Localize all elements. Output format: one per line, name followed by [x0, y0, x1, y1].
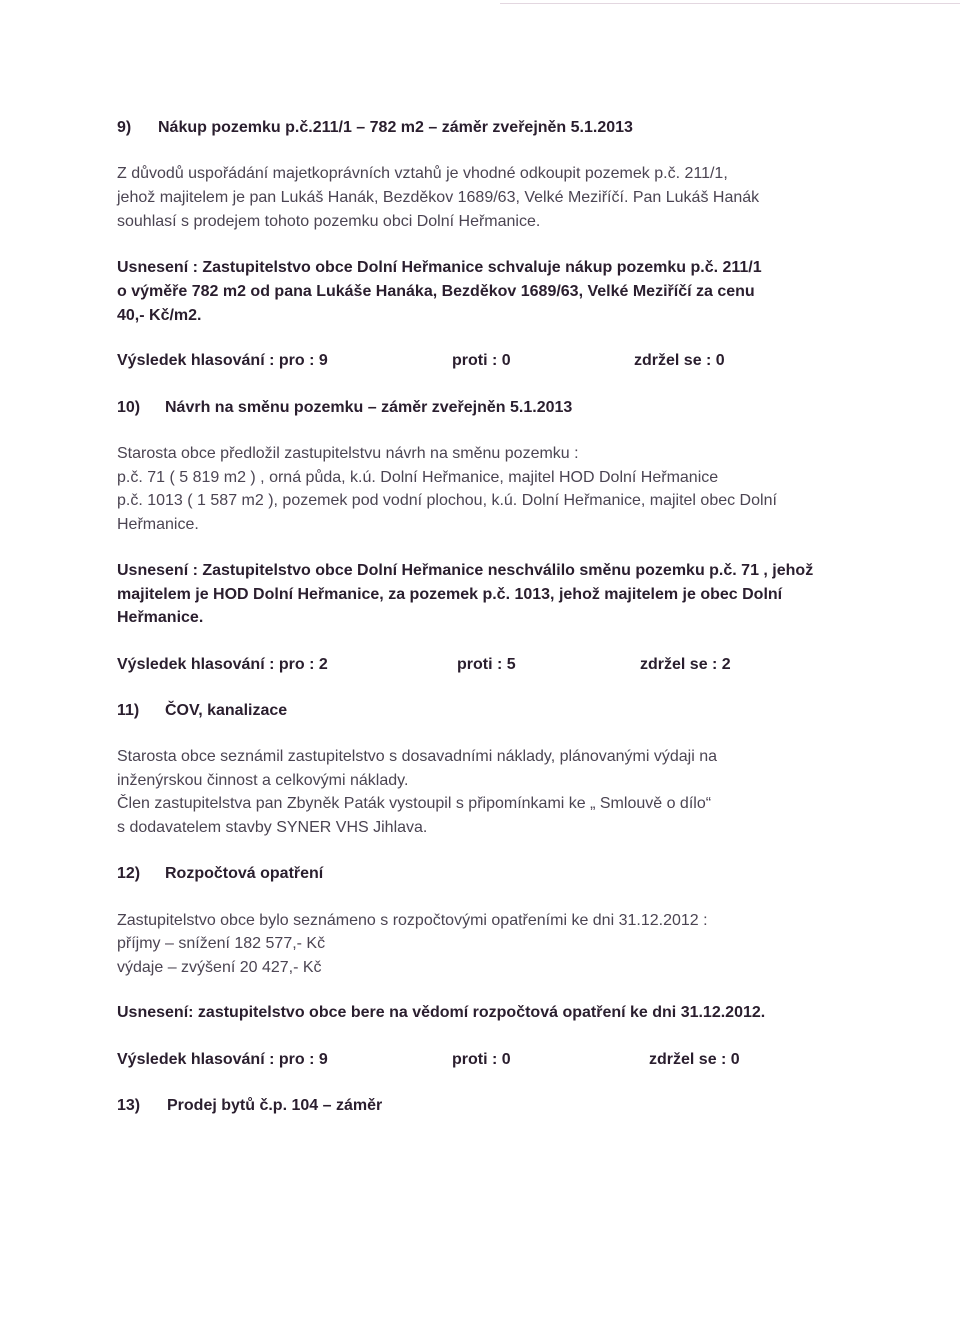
section-9-number: 9): [117, 119, 132, 136]
section-9-title: Nákup pozemku p.č.211/1 – 782 m2 – záměr zveřejněn 5.1.2013: [158, 119, 633, 136]
section-9-resolution-line-2: o výměře 782 m2 od pana Lukáše Hanáka, Bezděkov 1689/63, Velké Meziříčí za cenu: [117, 283, 755, 300]
section-10-paragraph-line-3: p.č. 1013 ( 1 587 m2 ), pozemek pod vodní plochou, k.ú. Dolní Heřmanice, majitel obec Dolní: [117, 492, 777, 509]
section-11-paragraph-line-2: inženýrskou činnost a celkovými náklady.: [117, 772, 409, 789]
section-13-title: Prodej bytů č.p. 104 – záměr: [167, 1097, 383, 1114]
section-12-paragraph-line-3: výdaje – zvýšení 20 427,- Kč: [117, 959, 322, 976]
section-11-number: 11): [117, 702, 140, 719]
section-9-vote-pro: Výsledek hlasování : pro : 9: [117, 352, 328, 369]
section-9-vote-zdrzel: zdržel se : 0: [634, 352, 725, 369]
section-12-number: 12): [117, 865, 141, 882]
section-10-paragraph-line-4: Heřmanice.: [117, 516, 199, 533]
section-9-paragraph-line-2: jehož majitelem je pan Lukáš Hanák, Bezděkov 1689/63, Velké Meziříčí. Pan Lukáš Hanák: [117, 189, 760, 206]
section-10-resolution-line-2: majitelem je HOD Dolní Heřmanice, za pozemek p.č. 1013, jehož majitelem je obec Dolní: [117, 586, 783, 603]
section-11-paragraph-line-1: Starosta obce seznámil zastupitelstvo s dosavadními náklady, plánovanými výdaji na: [117, 748, 718, 765]
section-12-vote-proti: proti : 0: [452, 1051, 511, 1068]
section-9-paragraph-line-3: souhlasí s prodejem tohoto pozemku obci Dolní Heřmanice.: [117, 213, 541, 230]
section-12-paragraph-line-2: příjmy – snížení 182 577,- Kč: [117, 935, 326, 952]
section-9-paragraph-line-1: Z důvodů uspořádání majetkoprávních vztahů je vhodné odkoupit pozemek p.č. 211/1,: [117, 165, 728, 182]
section-12-paragraph-line-1: Zastupitelstvo obce bylo seznámeno s rozpočtovými opatřeními ke dni 31.12.2012 :: [117, 912, 708, 929]
section-12-title: Rozpočtová opatření: [165, 865, 324, 882]
section-10-vote-proti: proti : 5: [457, 656, 516, 673]
section-11-paragraph-line-3: Člen zastupitelstva pan Zbyněk Paták vystoupil s připomínkami ke „ Smlouvě o dílo“: [117, 795, 712, 812]
section-12-vote-pro: Výsledek hlasování : pro : 9: [117, 1051, 328, 1068]
section-10-vote-zdrzel: zdržel se : 2: [640, 656, 731, 673]
section-10-number: 10): [117, 399, 141, 416]
section-10-paragraph-line-2: p.č. 71 ( 5 819 m2 ) , orná půda, k.ú. Dolní Heřmanice, majitel HOD Dolní Heřmanice: [117, 469, 719, 486]
section-13-number: 13): [117, 1097, 141, 1114]
scan-edge-line: [500, 3, 960, 4]
section-12-resolution-line-1: Usnesení: zastupitelstvo obce bere na vědomí rozpočtová opatření ke dni 31.12.2012.: [117, 1004, 766, 1021]
section-10-resolution-line-1: Usnesení : Zastupitelstvo obce Dolní Heřmanice neschválilo směnu pozemku p.č. 71 , jehož: [117, 562, 814, 579]
section-9-resolution-line-3: 40,- Kč/m2.: [117, 307, 202, 324]
section-9-resolution-line-1: Usnesení : Zastupitelstvo obce Dolní Heřmanice schvaluje nákup pozemku p.č. 211/1: [117, 259, 762, 276]
section-10-vote-pro: Výsledek hlasování : pro : 2: [117, 656, 328, 673]
section-12-vote-zdrzel: zdržel se : 0: [649, 1051, 740, 1068]
section-11-paragraph-line-4: s dodavatelem stavby SYNER VHS Jihlava.: [117, 819, 428, 836]
section-10-paragraph-line-1: Starosta obce předložil zastupitelstvu návrh na směnu pozemku :: [117, 445, 579, 462]
section-11-title: ČOV, kanalizace: [165, 702, 288, 719]
section-9-vote-proti: proti : 0: [452, 352, 511, 369]
section-10-resolution-line-3: Heřmanice.: [117, 609, 204, 626]
section-10-title: Návrh na směnu pozemku – záměr zveřejněn 5.1.2013: [165, 399, 573, 416]
